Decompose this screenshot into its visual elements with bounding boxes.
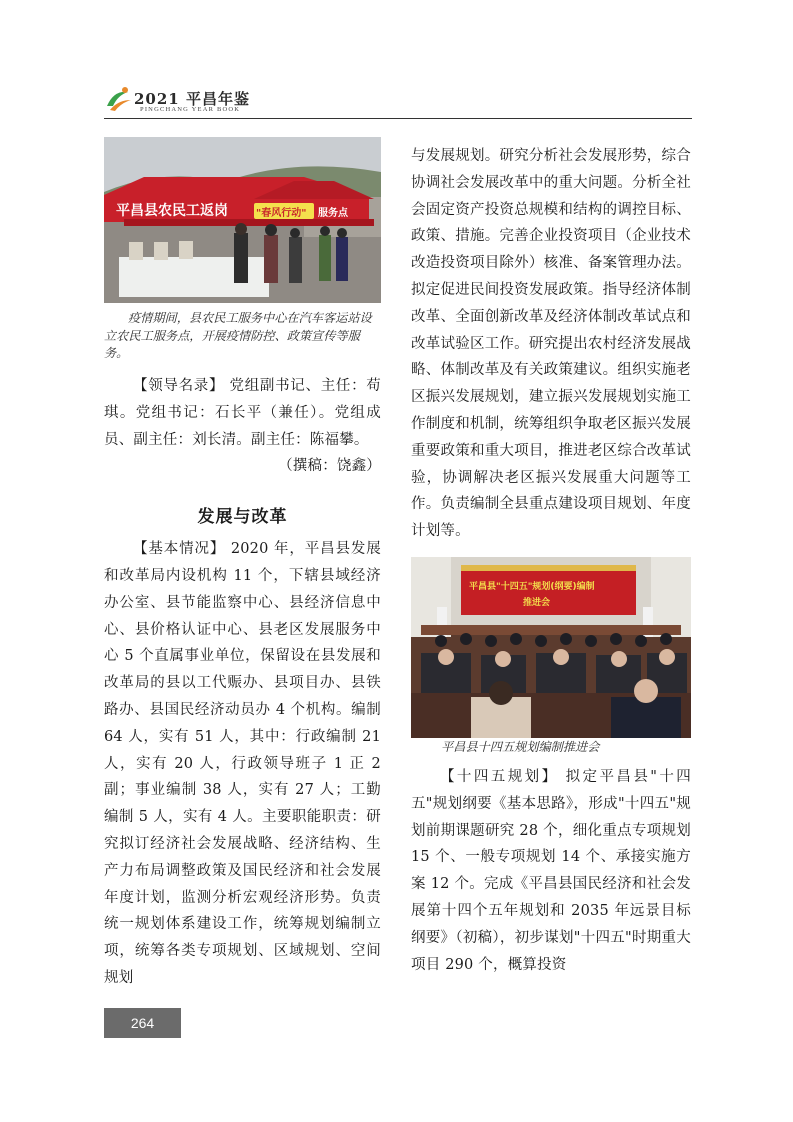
photo-planning-meeting (411, 557, 691, 738)
meeting-scene (411, 557, 691, 738)
yearbook-subtitle: PINGCHANG YEAR BOOK (140, 106, 241, 113)
leadership-byline: （撰稿：饶鑫） (278, 458, 381, 475)
meeting-screen-line2: 推进会 (523, 598, 551, 608)
plan-paragraph (411, 764, 691, 978)
page-number: 264 (104, 1008, 181, 1038)
yearbook-title: 2021 平昌年鉴 (134, 90, 250, 108)
leadership-paragraph (104, 373, 381, 453)
meeting-screen-line1: 平昌县"十四五"规划(纲要)编制 (469, 582, 595, 592)
plan-text: 拟定平昌县"十四五"规划纲要《基本思路》，形成"十四五"规划前期课题研究 28 个，细化重点专项规划 15 个、一般专项规划 14 个、承接实施方案 12 个。完成《平昌县国民经济和社会发展第十四个五年规划和 2035 年远景目标纲要》（初稿），初步谋划"十四五"时期重大项目 290 个，概算投资 (411, 769, 691, 973)
yearbook-logo-icon (104, 86, 134, 114)
photo-scene (104, 137, 381, 303)
tent-banner-text: 平昌县农民工返岗 (116, 203, 228, 219)
photo-migrant-worker-service-point (104, 137, 381, 303)
section-heading: 发展与改革 (197, 507, 288, 528)
page-header (104, 84, 692, 118)
photo1-caption: 疫情期间，县农民工服务中心在汽车客运站设立农民工服务点，开展疫情防控、政策宣传等服务。 (104, 311, 372, 360)
header-divider (104, 118, 692, 119)
tent-banner-suffix: 服务点 (318, 208, 348, 219)
tent-banner-highlight: "春风行动" (256, 208, 307, 219)
right-column-top (411, 143, 691, 545)
leadership-text: 党组副书记、主任：苟琪。党组书记：石长平（兼任）。党组成员、副主任：刘长清。副主任：陈福攀。 (104, 378, 382, 448)
basic-info-text: 2020 年，平昌县发展和改革局内设机构 11 个，下辖县域经济办公室、县节能监察中心、县经济信息中心、县价格认证中心、县老区发展服务中心 5 个直属事业单位，保留设在县发展和改革局的县以工代赈办、县项目办、县铁路办、县国民经济动员办 4 个机构。编制 64 人，实有 51 人，其中：行政编制 21 人，实有 20 人，行政领导班子 1 正 2 副；事业编制 38 人，实有 27 人；工勤编制 5 人，实有 4 人。主要职能职责：研究拟订经济社会发展战略、经济结构、生产力布局调整政策及国民经济和社会发展年度计划，监测分析宏观经济形势。负责统一规划体系建设工作，统筹规划编制立项，统筹各类专项规划、区域规划、空间规划 (104, 541, 382, 986)
basic-info-label: 【基本情况】 (133, 541, 226, 558)
photo2-caption: 平昌县十四五规划编制推进会 (441, 740, 600, 754)
plan-label: 【十四五规划】 (440, 769, 559, 785)
continued-paragraph: 与发展规划。研究分析社会发展形势，综合协调社会发展改革中的重大问题。分析全社会固定资产投资总规模和结构的调控目标、政策、措施。完善企业投资项目（企业技术改造投资项目除外）核准、备案管理办法。拟定促进民间投资发展政策。指导经济体制改革、全面创新改革及经济体制改革试点和改革试验区工作。研究提出农村经济发展战略、体制改革及有关政策建议。组织实施老区振兴发展规划，建立振兴发展规划实施工作制度和机制，统筹组织争取老区振兴发展重要政策和重大项目，推进老区综合改革试验，协调解决老区振兴发展重大问题等工作。负责编制全县重点建设项目规划、年度计划等。 (411, 148, 691, 540)
basic-info-paragraph (104, 536, 381, 992)
left-column (104, 373, 381, 992)
right-column-bottom (411, 764, 691, 978)
leadership-label: 【领导名录】 (133, 378, 225, 394)
